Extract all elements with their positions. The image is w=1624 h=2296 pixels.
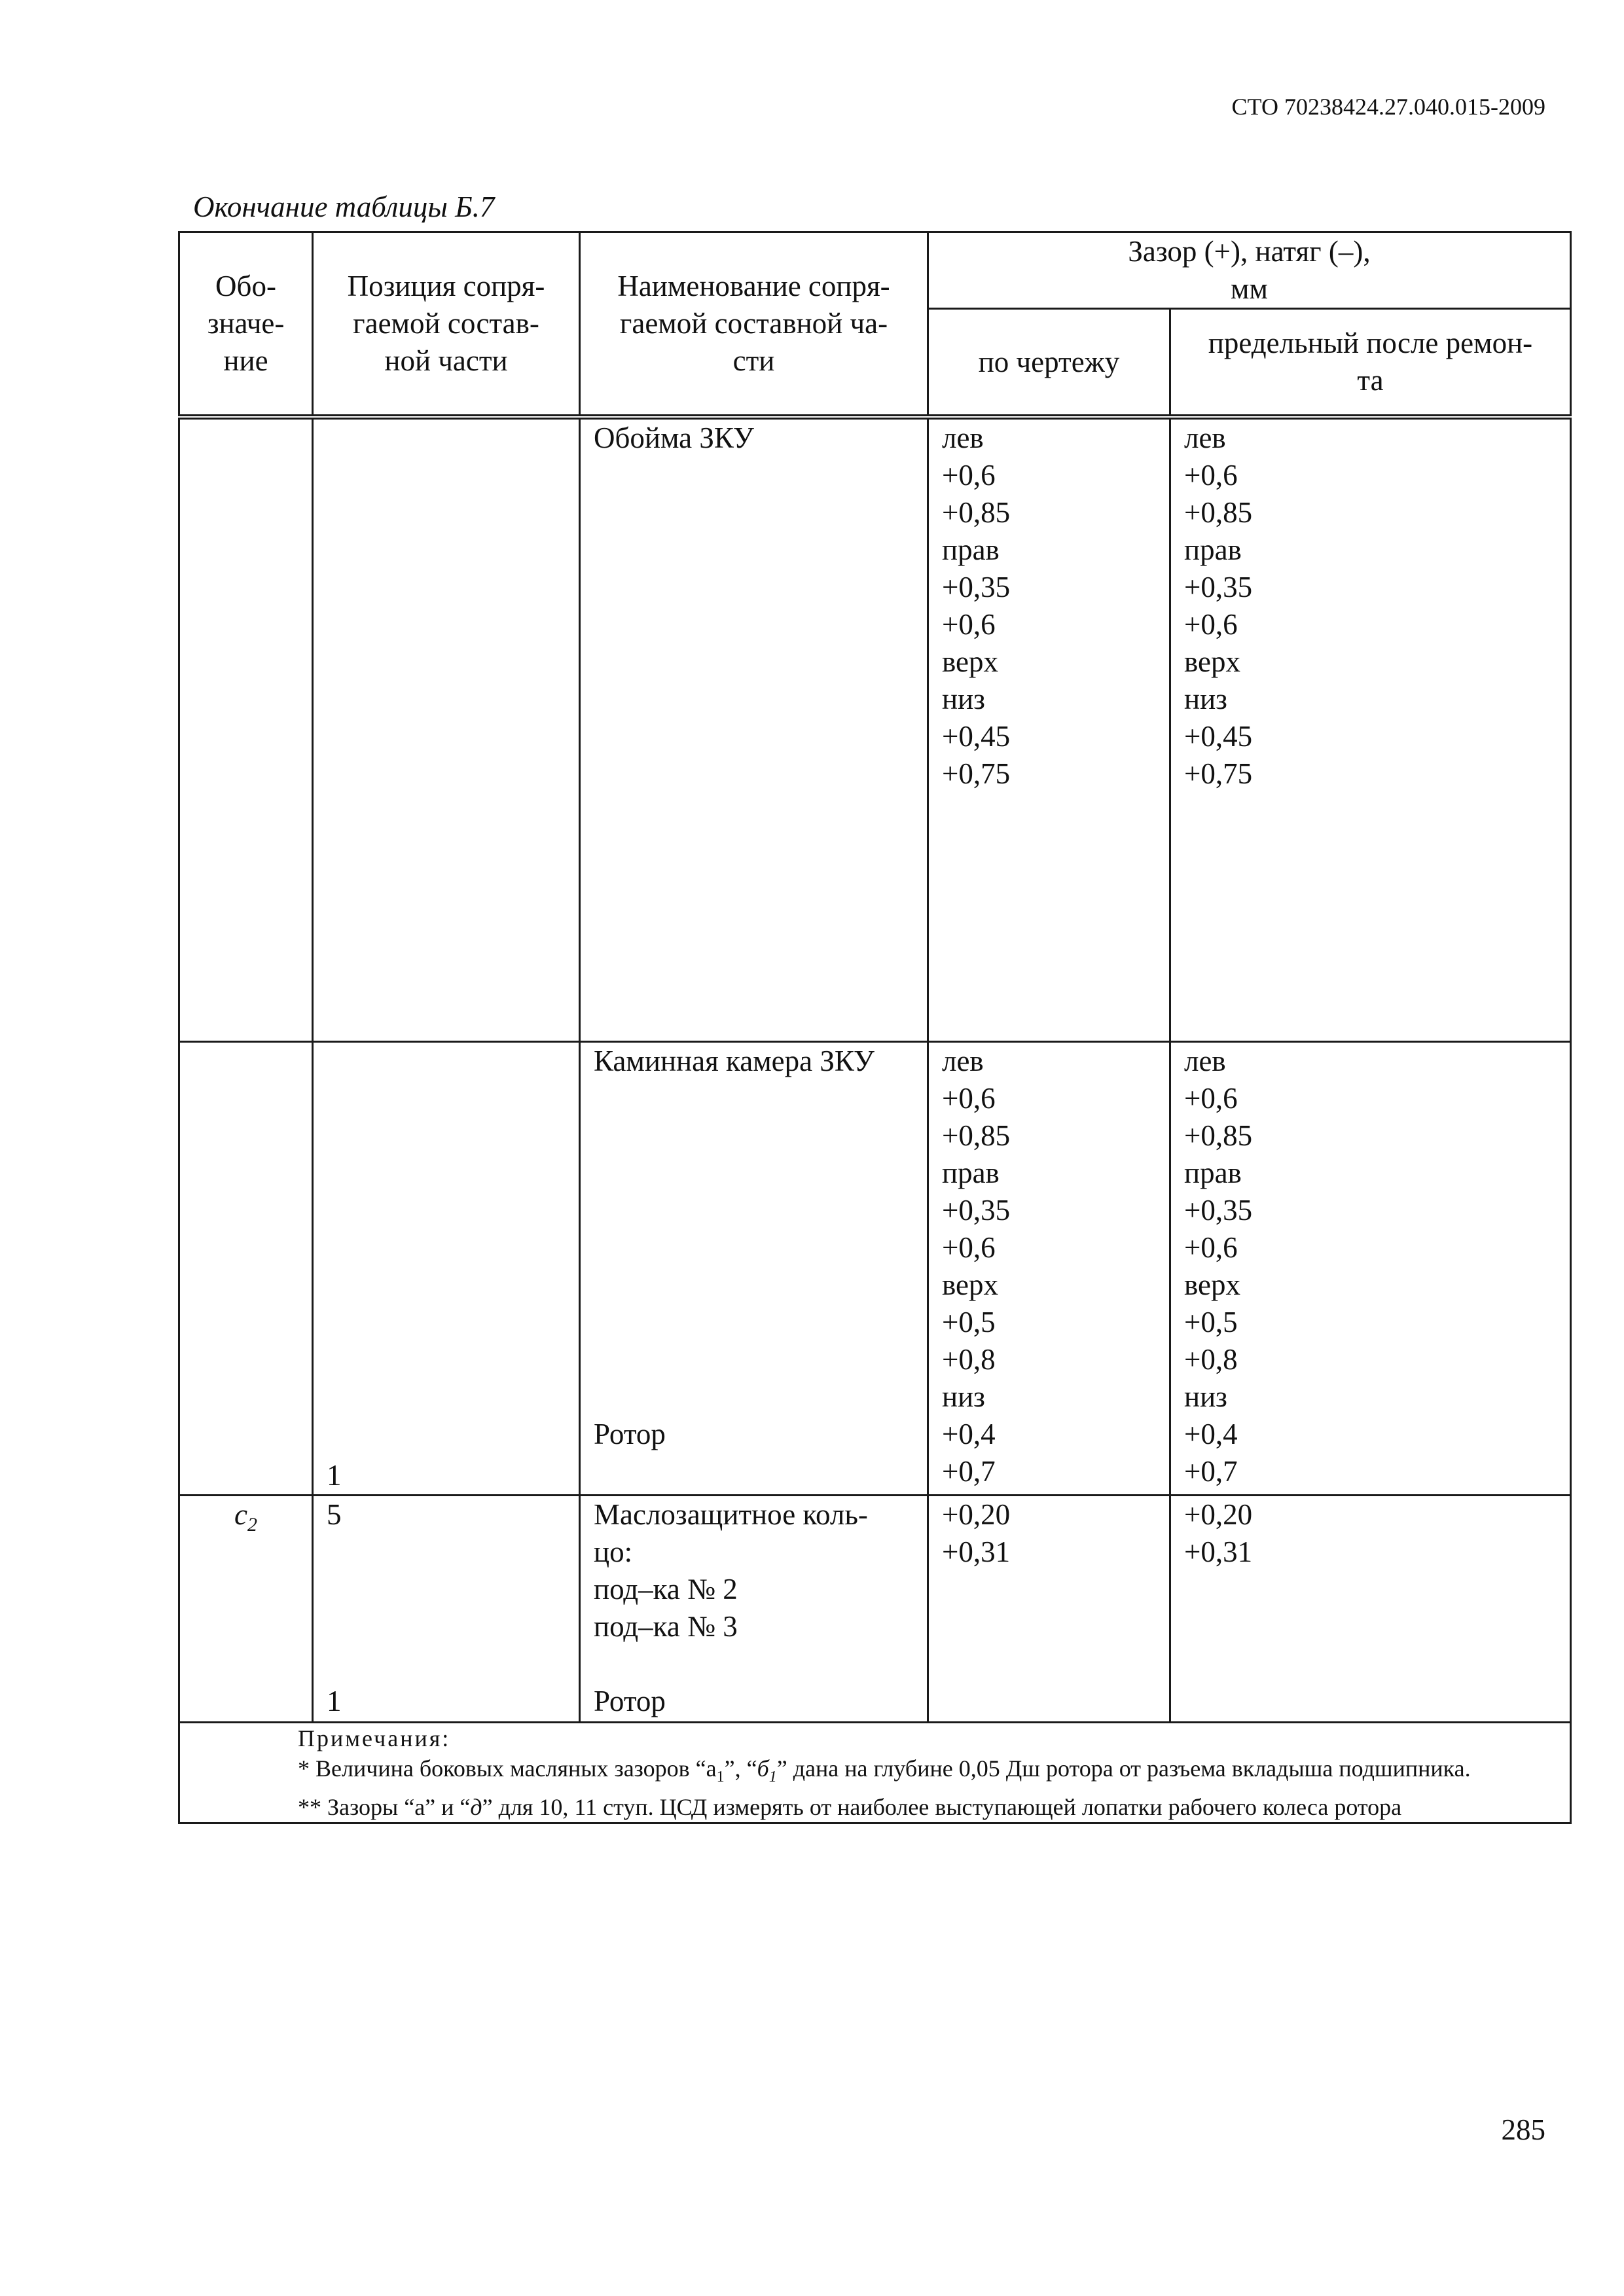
cell-position [313,1495,580,1722]
cell-by-drawing: лев +0,6 +0,85 прав +0,35 +0,6 верх низ +0,45 +0,75 [928,417,1170,1041]
notes-title: Примечания: [298,1725,451,1751]
page-number: 285 [1501,2113,1545,2146]
cell-by-drawing: лев +0,6 +0,85 прав +0,35 +0,6 верх +0,5 +0,8 низ +0,4 +0,7 [928,1041,1170,1495]
cell-limit: лев +0,6 +0,85 прав +0,35 +0,6 верх +0,5 +0,8 низ +0,4 +0,7 [1170,1041,1571,1495]
cell-designation [179,417,313,1041]
name-sub: Ротор [594,1684,666,1717]
note-1: * Величина боковых масляных зазоров “$а_1$”, “$б_1$” дана на глубине 0,05 Дш ротора от разъема вкладыша подшипника. [298,1755,1471,1785]
header-designation: Обо- значе- ние [179,232,313,418]
cell-by-drawing: +0,20 +0,31 [928,1495,1170,1722]
header-gap-group: Зазор (+), натяг (–), мм [928,232,1571,309]
cell-name [580,1041,928,1495]
document-code: СТО 70238424.27.040.015-2009 [1231,94,1545,120]
position-top: 5 [327,1498,342,1531]
cell-name: Обойма ЗКУ [580,417,928,1041]
table-caption: Окончание таблицы Б.7 [193,190,495,223]
cell-limit: лев +0,6 +0,85 прав +0,35 +0,6 верх низ +0,45 +0,75 [1170,417,1571,1041]
position-bottom: 1 [327,1684,342,1717]
designation-subscript: 2 [247,1513,257,1535]
cell-limit: +0,20 +0,31 [1170,1495,1571,1722]
table-row [179,417,1571,1041]
header-position: Позиция сопря- гаемой состав- ной части [313,232,580,418]
position-value: 1 [327,1458,342,1492]
cell-position [313,417,580,1041]
table-header [179,232,1571,418]
notes-row [179,1722,1571,1823]
header-name: Наименование сопря- гаемой составной ча- сти [580,232,928,418]
table-row [179,1495,1571,1722]
name-main: Каминная камера ЗКУ [594,1044,875,1077]
notes-cell [179,1722,1571,1823]
cell-name [580,1495,928,1722]
clearance-table [178,231,1572,1824]
cell-position [313,1041,580,1495]
cell-designation [179,1041,313,1495]
designation-base: с [234,1498,247,1531]
header-limit-after-repair: предельный после ремон- та [1170,309,1571,418]
note-2: ** Зазоры “а” и “д” для 10, 11 ступ. ЦСД измерять от наиболее выступающей лопатки рабочего колеса ротора [298,1793,1402,1820]
header-by-drawing: по чертежу [928,309,1170,418]
cell-designation [179,1495,313,1722]
name-sub: Ротор [594,1417,666,1450]
table-row [179,1041,1571,1495]
name-main: Маслозащитное коль- цо: под–ка № 2 под–ка № 3 [594,1498,868,1643]
